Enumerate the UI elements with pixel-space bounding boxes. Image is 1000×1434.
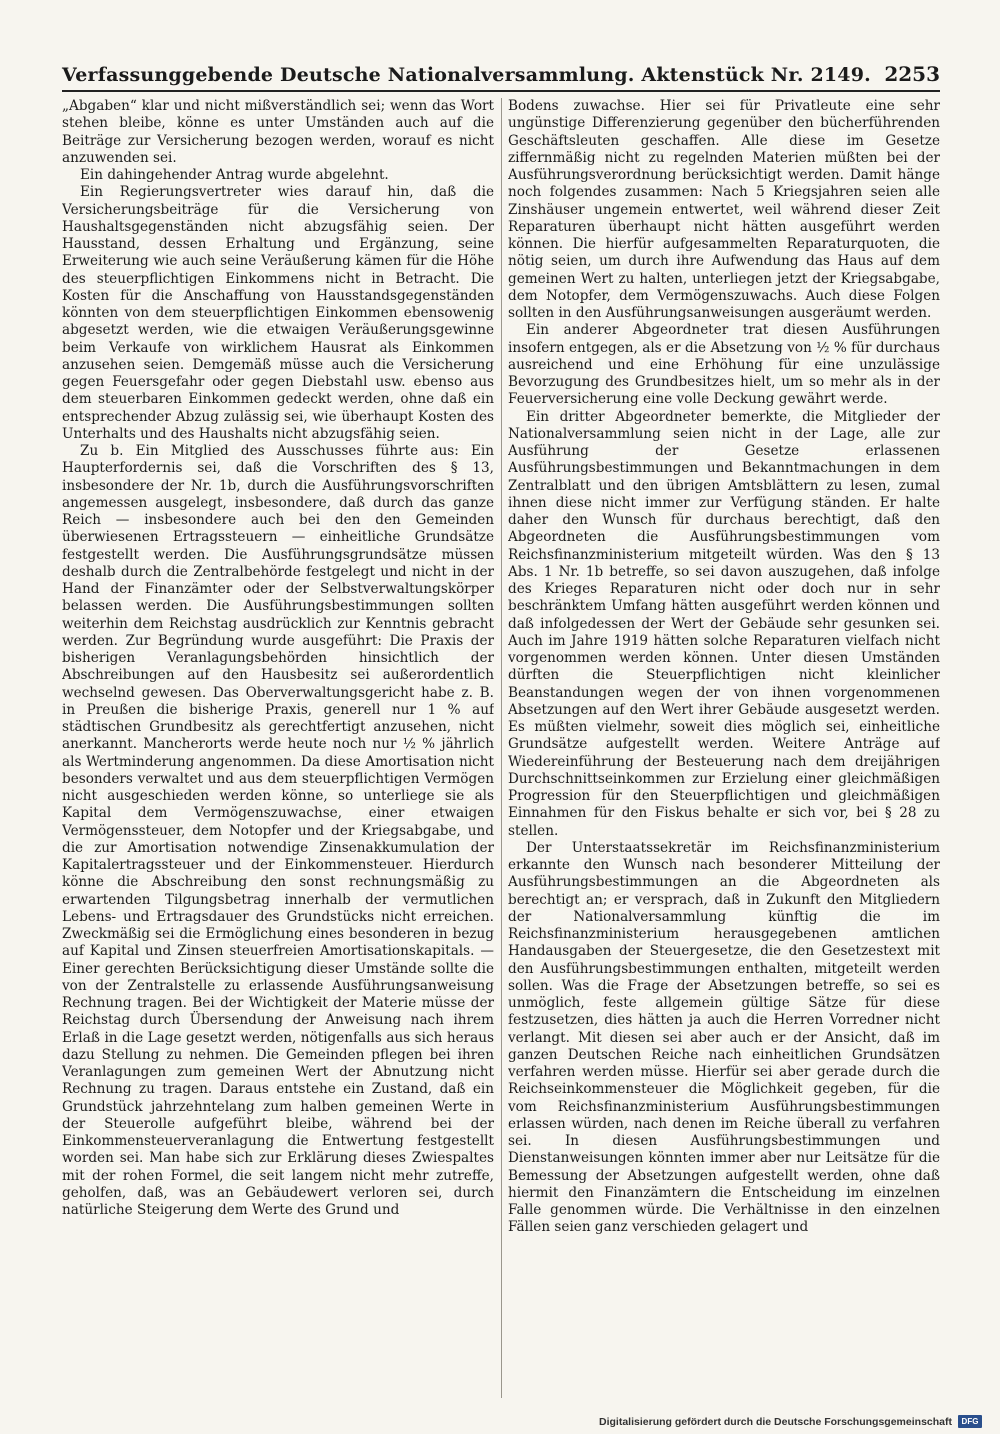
right-column xyxy=(508,98,940,1398)
page-number: 2253 xyxy=(884,62,940,86)
paragraph: Ein Regierungsvertreter wies darauf hin, daß die Versicherungsbeiträge für die Versicherung von Haushaltsgegenständen nicht abzugsfähig seien. Der Hausstand, dessen Erhaltung und Ergänzung, seine Erweiterung wie auch seine Veräußerung kämen für die Höhe des steuerpflichtigen Einkommens nicht in Betracht. Die Kosten für die Anschaffung von Hausstandsgegenständen könnten von dem steuerpflichtigen Einkommen ebensowenig abgesetzt werden, wie die etwaigen Veräußerungsgewinne beim Verkaufe von wirklichem Hausrat als Einkommen anzusehen seien. Demgemäß müsse auch die Versicherung gegen Feuersgefahr oder gegen Diebstahl usw. ebenso aus dem steuerbaren Einkommen gedeckt werden, ohne daß ein entsprechender Abzug zulässig sei, wie überhaupt Kosten des Unterhalts und des Haushalts nicht abzugsfähig seien. xyxy=(62,184,494,442)
page-header xyxy=(62,58,940,92)
digitization-footer xyxy=(599,1415,982,1428)
paragraph: Der Unterstaatssekretär im Reichsfinanzministerium erkannte den Wunsch nach besonderer Mitteilung der Ausführungsbestimmungen an die Abgeordneten als berechtigt an; er versprach, daß in Zukunft den Mitgliedern der Nationalversammlung künftig die im Reichsfinanzministerium herausgegebenen amtlichen Handausgaben der Steuergesetze, die den Gesetzestext mit den Ausführungsbestimmungen enthalten, mitgeteilt werden sollen. Was die Frage der Absetzungen betreffe, so sei es unmöglich, feste allgemein gültige Sätze für diese festzusetzen, dies hätten ja auch die Herren Vorredner nicht verlangt. Mit diesen sei aber auch er der Ansicht, daß im ganzen Deutschen Reiche nach einheitlichen Grundsätzen verfahren werden müsse. Hierfür sei aber gerade durch die Reichseinkommensteuer die Möglichkeit gegeben, für die vom Reichsfinanzministerium Ausführungsbestimmungen erlassen würden, nach denen im Reiche überall zu verfahren sei. In diesen Ausführungsbestimmungen und Dienstanweisungen könnten immer aber nur Leitsätze für die Bemessung der Absetzungen aufgestellt werden, ohne daß hiermit den Finanzämtern die Entscheidung im einzelnen Falle genommen würde. Die Verhältnisse in den einzelnen Fällen seien ganz verschieden gelagert und xyxy=(508,839,940,1236)
paragraph: Bodens zuwachse. Hier sei für Privatleute eine sehr ungünstige Differenzierung gegenüber den bücherführenden Geschäftsleuten geschaffen. Alle diese im Gesetze ziffernmäßig nicht zu regelnden Materien müßten bei der Ausführungsverordnung berücksichtigt werden. Damit hänge noch folgendes zusammen: Nach 5 Kriegsjahren seien alle Zinshäuser ungemein entwertet, weil während dieser Zeit Reparaturen überhaupt nicht hätten ausgeführt werden können. Die hierfür aufgesammelten Reparaturquoten, die nötig seien, um durch ihre Aufwendung das Haus auf dem gemeinen Wert zu halten, unterliegen jetzt der Kriegsabgabe, dem Notopfer, dem Vermögenszuwachs. Auch diese Folgen sollten in den Ausführungsanweisungen ausgeräumt werden. xyxy=(508,98,940,321)
paragraph: Zu b. Ein Mitglied des Ausschusses führte aus: Ein Haupterfordernis sei, daß die Vorschriften des § 13, insbesondere der Nr. 1b, durch die Ausführungsvorschriften angemessen ausgelegt, insbesondere, daß durch das ganze Reich — insbesondere auch bei den den Gemeinden überwiesenen Ertragssteuern — einheitliche Grundsätze festgestellt werden. Die Ausführungsgrundsätze müssen deshalb durch die Zentralbehörde festgelegt und nicht in der Hand der Finanzämter oder der Selbstverwaltungskörper belassen werden. Die Ausführungsbestimmungen sollten weiterhin dem Reichstag ausdrücklich zur Kenntnis gebracht werden. Zur Begründung wurde ausgeführt: Die Praxis der bisherigen Veranlagungsbehörden hinsichtlich der Abschreibungen auf den Hausbesitz sei außerordentlich wechselnd gewesen. Das Oberverwaltungsgericht habe z. B. in Preußen die bisherige Praxis, generell nur 1 % auf städtischen Grundbesitz als gerechtfertigt anzusehen, nicht anerkannt. Mancherorts werde heute noch nur ½ % jährlich als Wertminderung angenommen. Da diese Amortisation nicht besonders verwaltet und aus dem steuerpflichtigen Vermögen nicht ausgeschieden werden könne, so unterliege sie als Kapital dem Vermögenszuwachse, einer etwaigen Vermögenssteuer, dem Notopfer und der Kriegsabgabe, und die zur Amortisation notwendige Zinsenakkumulation der Kapitalertragssteuer und der Einkommensteuer. Hierdurch könne die Abschreibung den sonst rechnungsmäßig zu erwartenden Tilgungsbetrag innerhalb der vermutlichen Lebens- und Ertragsdauer des Grundstücks nicht erreichen. Zweckmäßig sei die Ermöglichung eines besonderen in bezug auf Kapital und Zinsen steuerfreien Amortisationskapitals. — Einer gerechten Berücksichtigung dieser Umstände sollte die von der Zentralstelle zu erlassende Ausführungsanweisung Rechnung tragen. Bei der Wichtigkeit der Materie müsse der Reichstag durch Übersendung der Anweisung nach ihrem Erlaß in die Lage gesetzt werden, nötigenfalls aus sich heraus dazu Stellung zu nehmen. Die Gemeinden pflegen bei ihren Veranlagungen zum gemeinen Wert der Abnutzung nicht Rechnung zu tragen. Daraus entstehe ein Zustand, daß ein Grundstück jahrzehntelang zum halben gemeinen Werte in der Steuerolle aufgeführt bleibe, während bei der Einkommensteuerveranlagung die Entwertung festgestellt worden sei. Man habe sich zur Erklärung dieses Zwiespaltes mit der rohen Formel, die seit langem nicht mehr zutreffe, geholfen, daß, was an Gebäudewert verloren sei, durch natürliche Steigerung dem Werte des Grund und xyxy=(62,443,494,1218)
document-page xyxy=(62,58,952,1398)
dfg-logo-icon: DFG xyxy=(958,1415,982,1428)
paragraph: Ein anderer Abgeordneter trat diesen Ausführungen insofern entgegen, als er die Absetzung von ½ % für durchaus ausreichend und eine Erhöhung für eine unzulässige Bevorzugung des Grundbesitzes hielt, um so mehr als in der Feuerversicherung eine volle Deckung gewährt werde. xyxy=(508,322,940,408)
footer-text: Digitalisierung gefördert durch die Deutsche Forschungsgemeinschaft xyxy=(599,1415,952,1428)
header-title: Verfassunggebende Deutsche Nationalversammlung. Aktenstück Nr. 2149. xyxy=(62,64,871,86)
paragraph: „Abgaben“ klar und nicht mißverständlich sei; wenn das Wort stehen bleibe, könne es unter Umständen auch auf die Beiträge zur Versicherung bezogen werden, worauf es nicht anzuwenden sei. xyxy=(62,98,494,166)
paragraph: Ein dritter Abgeordneter bemerkte, die Mitglieder der Nationalversammlung seien nicht in der Lage, alle zur Ausführung der Gesetze erlassenen Ausführungsbestimmungen und Bekanntmachungen in dem Zentralblatt und den übrigen Amtsblättern zu lesen, zumal ihnen diese nicht immer zur Verfügung ständen. Er halte daher den Wunsch für durchaus berechtigt, daß den Abgeordneten die Ausführungsbestimmungen vom Reichsfinanzministerium mitgeteilt würden. Was den § 13 Abs. 1 Nr. 1b betreffe, so sei davon auszugehen, daß infolge des Krieges Reparaturen nicht oder doch nur in sehr beschränktem Umfang hätten ausgeführt werden können und daß infolgedessen der Wert der Gebäude sehr gesunken sei. Auch im Jahre 1919 hätten solche Reparaturen vielfach nicht vorgenommen werden können. Unter diesen Umständen dürften die Steuerpflichtigen nicht kleinlicher Beanstandungen wegen der von ihnen vorgenommenen Absetzungen auf den Wert ihrer Gebäude ausgesetzt werden. Es müßten vielmehr, soweit dies möglich sei, einheitliche Grundsätze aufgestellt werden. Weitere Anträge auf Wiedereinführung der Besteuerung nach dem dreijährigen Durchschnittseinkommen zur Erzielung einer gleichmäßigen Progression für den Steuerpflichtigen und gleichmäßigen Einnahmen für den Fiskus behalte er sich vor, bei § 28 zu stellen. xyxy=(508,408,940,839)
left-column xyxy=(62,98,494,1398)
column-divider xyxy=(501,98,502,1398)
paragraph: Ein dahingehender Antrag wurde abgelehnt. xyxy=(80,167,389,183)
